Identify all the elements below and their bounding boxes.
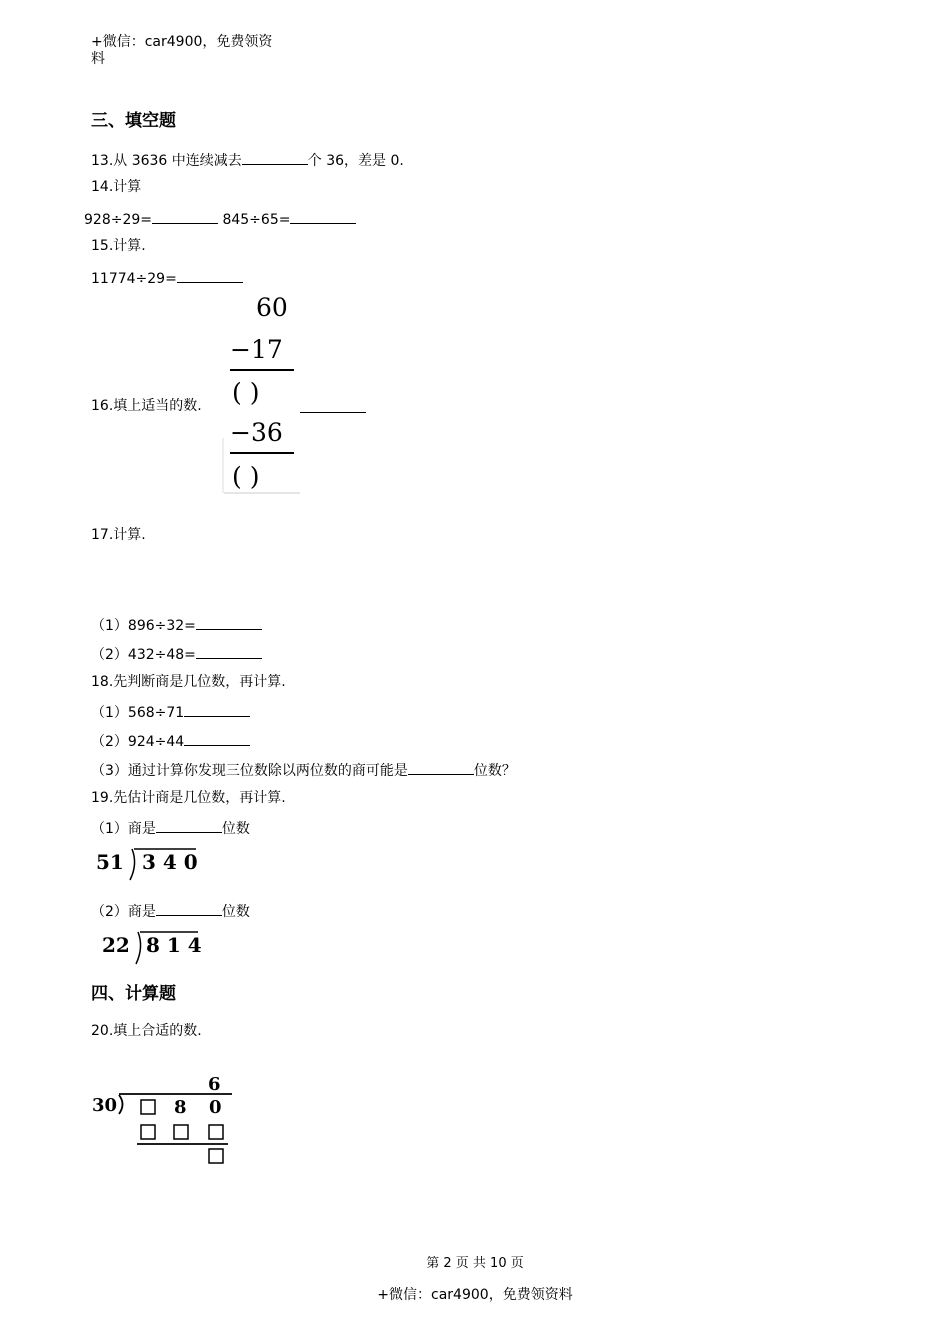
- section-4-title: 四、计算题: [91, 984, 176, 1004]
- q16-paren-2: ( ): [232, 462, 260, 491]
- q20-product-box-2[interactable]: [174, 1125, 188, 1139]
- q20-bracket: [119, 1095, 123, 1114]
- q19-p2-text-end: 位数: [221, 904, 250, 920]
- q19-p2-blank[interactable]: [156, 901, 222, 916]
- question-16-title: 16.填上适当的数.: [91, 398, 202, 414]
- q18-p1-text: （1）568÷71: [91, 705, 185, 721]
- question-18-part1: [91, 702, 250, 722]
- question-15-title: 15.计算.: [91, 238, 146, 254]
- header-watermark-line2: 料: [91, 51, 105, 67]
- q20-division-figure: [90, 1070, 240, 1170]
- q18-p2-blank[interactable]: [184, 731, 250, 746]
- q18-p3-text-start: （3）通过计算你发现三位数除以两位数的商可能是: [91, 763, 408, 779]
- q19-div1-bracket: [130, 849, 135, 880]
- footer-page-number: 第 2 页 共 10 页: [426, 1256, 524, 1271]
- q20-dividend-digit-2: 8: [174, 1097, 187, 1118]
- question-14-title: 14.计算: [91, 179, 142, 195]
- question-17-title: 17.计算.: [91, 527, 146, 543]
- q16-minuend: 60: [256, 293, 288, 322]
- q18-p3-blank[interactable]: [408, 760, 474, 775]
- q13-text-end: 个 36，差是 0.: [307, 153, 404, 169]
- q16-blank[interactable]: [300, 398, 366, 413]
- q14-blank1[interactable]: [152, 209, 218, 224]
- q19-p1-text-end: 位数: [221, 821, 250, 837]
- q14-blank2[interactable]: [290, 209, 356, 224]
- question-15-expr: [91, 268, 243, 288]
- header-watermark-line1: +微信：car4900，免费领资: [91, 34, 273, 50]
- q18-p2-text: （2）924÷44: [91, 734, 185, 750]
- question-19-part1: [91, 818, 250, 838]
- q19-p1-text-start: （1）商是: [91, 821, 156, 837]
- q19-div2-divisor: 22: [102, 933, 130, 957]
- q19-division-1: [94, 844, 204, 884]
- q19-div1-divisor: 51: [96, 850, 124, 874]
- question-19-part2: [91, 901, 250, 921]
- q14-expr1: 928÷29=: [84, 212, 152, 228]
- q20-product-box-3[interactable]: [209, 1125, 223, 1139]
- q17-p1-text: （1）896÷32=: [91, 618, 196, 634]
- q19-p1-blank[interactable]: [156, 818, 222, 833]
- q17-p2-text: （2）432÷48=: [91, 647, 196, 663]
- q13-blank[interactable]: [242, 150, 308, 165]
- question-18-part2: [91, 731, 250, 751]
- q19-div2-bracket: [136, 932, 141, 964]
- q19-p2-text-start: （2）商是: [91, 904, 156, 920]
- q16-subtrahend-2: −36: [230, 418, 283, 447]
- question-17-part1: [91, 615, 262, 635]
- q19-division-2: [100, 926, 210, 968]
- question-19-title: 19.先估计商是几位数，再计算.: [91, 790, 286, 806]
- q15-expr: 11774÷29=: [91, 271, 177, 287]
- q20-product-box-1[interactable]: [141, 1125, 155, 1139]
- footer-watermark: +微信：car4900，免费领资料: [377, 1287, 573, 1303]
- q20-dividend-digit-3: 0: [209, 1097, 222, 1118]
- q15-blank[interactable]: [177, 268, 243, 283]
- q20-remainder-box[interactable]: [209, 1149, 223, 1163]
- q19-div2-dividend: 8 1 4: [146, 933, 202, 957]
- q20-dividend-box-1[interactable]: [141, 1100, 155, 1114]
- q17-p2-blank[interactable]: [196, 644, 262, 659]
- q20-quotient: 6: [208, 1074, 221, 1095]
- q16-subtraction-figure: [222, 288, 302, 494]
- question-18-title: 18.先判断商是几位数，再计算.: [91, 674, 286, 690]
- question-18-part3: [91, 760, 516, 780]
- q16-paren-1: ( ): [232, 378, 260, 407]
- question-13: [91, 150, 404, 170]
- question-20-title: 20.填上合适的数.: [91, 1023, 202, 1039]
- q19-div1-dividend: 3 4 0: [142, 850, 198, 874]
- q18-p1-blank[interactable]: [184, 702, 250, 717]
- q20-divisor: 30: [92, 1095, 118, 1116]
- q18-p3-text-end: 位数？: [473, 763, 516, 779]
- q14-expr2: 845÷65=: [222, 212, 291, 228]
- question-17-part2: [91, 644, 262, 664]
- section-3-title: 三、填空题: [91, 111, 176, 131]
- question-14-exprs: [84, 209, 356, 229]
- q16-subtrahend-1: −17: [230, 335, 283, 364]
- q17-p1-blank[interactable]: [196, 615, 262, 630]
- q13-text-start: 13.从 3636 中连续减去: [91, 153, 242, 169]
- q16-answer-line: [300, 398, 366, 418]
